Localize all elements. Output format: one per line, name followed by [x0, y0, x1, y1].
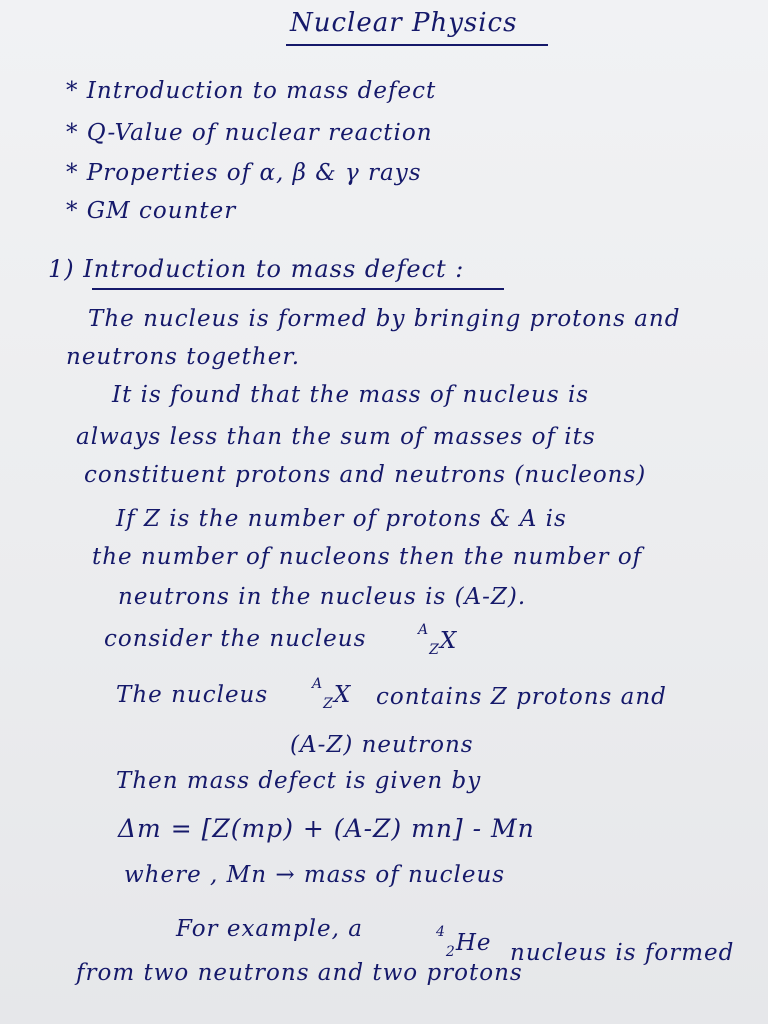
topic-item: * GM counter: [66, 198, 237, 224]
text-line: If Z is the number of protons & A is: [116, 506, 567, 532]
title-underline: [286, 44, 548, 46]
element-symbol: He: [455, 930, 492, 956]
nuclide-symbol: [312, 676, 352, 712]
text-line: neutrons in the nucleus is (A-Z).: [118, 584, 527, 610]
page-title: Nuclear Physics: [290, 8, 518, 38]
atomic-number: 2: [445, 944, 456, 960]
text-line: The nucleus is formed by bringing protons and: [88, 306, 681, 332]
text-line: Then mass defect is given by: [116, 768, 482, 794]
nuclide-symbol: [418, 622, 458, 658]
mass-defect-equation: Δm = [Z(mp) + (A-Z) mn] - Mn: [118, 814, 535, 843]
nuclide-symbol: [436, 924, 492, 960]
text-line: where , Mn → mass of nucleus: [124, 862, 506, 888]
text-line: consider the nucleus: [104, 626, 367, 652]
text-line: nucleus is formed: [510, 940, 735, 966]
text-line: (A-Z) neutrons: [290, 732, 474, 758]
element-symbol: X: [333, 682, 352, 708]
heading-underline: [92, 288, 504, 290]
text-line: neutrons together.: [66, 344, 301, 370]
topic-item: * Properties of α, β & γ rays: [66, 160, 422, 186]
atomic-number: Z: [429, 642, 440, 658]
mass-number: A: [312, 676, 324, 692]
atomic-number: Z: [323, 696, 334, 712]
text-line: always less than the sum of masses of its: [76, 424, 596, 450]
text-line: constituent protons and neutrons (nucleons): [84, 462, 647, 488]
topic-item: * Q-Value of nuclear reaction: [66, 120, 433, 146]
element-symbol: X: [439, 628, 458, 654]
mass-number: A: [418, 622, 430, 638]
section-heading: 1) Introduction to mass defect :: [48, 255, 465, 283]
text-line: For example, a: [176, 916, 363, 942]
text-line: The nucleus: [116, 682, 269, 708]
text-line: the number of nucleons then the number of: [92, 544, 643, 570]
text-line: from two neutrons and two protons: [76, 960, 523, 986]
text-line: contains Z protons and: [376, 684, 667, 710]
topic-item: * Introduction to mass defect: [66, 78, 437, 104]
text-line: It is found that the mass of nucleus is: [112, 382, 590, 408]
mass-number: 4: [436, 924, 446, 940]
